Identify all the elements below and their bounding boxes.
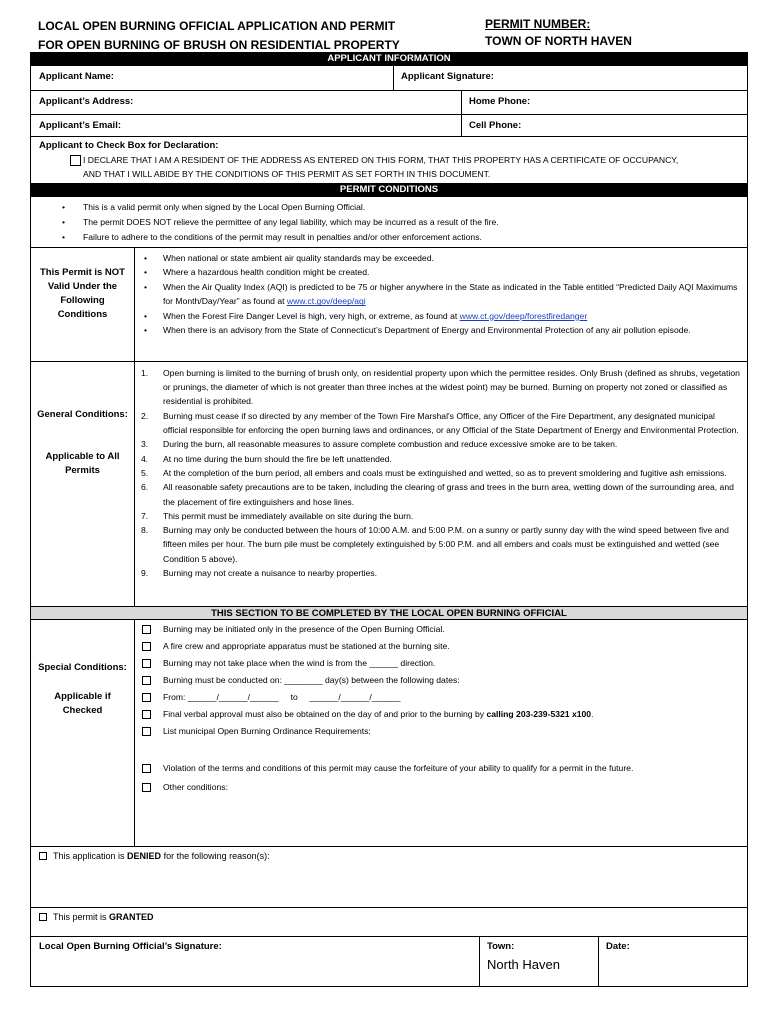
declaration-checkbox[interactable] xyxy=(70,155,81,166)
special-condition-item: • Burning may not take place when the wind is from the ______ direction. xyxy=(135,655,741,672)
applicant-row-name xyxy=(31,66,747,91)
special-condition-item: • Burning may be initiated only in the presence of the Open Burning Official. xyxy=(135,621,741,638)
date-field[interactable] xyxy=(598,937,747,986)
granted-section xyxy=(31,907,747,936)
home-phone-field[interactable] xyxy=(461,91,747,114)
form-title-line2: FOR OPEN BURNING OF BRUSH ON RESIDENTIAL PROPERTY xyxy=(38,38,400,52)
special-condition-checkbox[interactable] xyxy=(142,693,151,702)
general-conditions-section xyxy=(31,361,747,606)
permit-number-block xyxy=(485,16,632,50)
permit-number-label: PERMIT NUMBER: xyxy=(485,17,591,31)
official-signature-field[interactable] xyxy=(31,937,479,986)
permit-condition-item: • This is a valid permit only when signed by the Local Open Burning Official. xyxy=(31,200,747,215)
not-valid-item: • When the Forest Fire Danger Level is high, very high, or extreme, as found at www.ct.gov/deep/forestfiredanger xyxy=(135,309,741,324)
special-condition-item: • Final verbal approval must also be obtained on the day of and prior to the burning by calling 203-239-5321 x100. xyxy=(135,706,741,723)
not-valid-item: • When national or state ambient air quality standards may be exceeded. xyxy=(135,251,741,266)
general-condition-item: 6. All reasonable safety precautions are to be taken, including the clearing of grass and trees in the burn area, wetting down of the surrounding area, and the placement of fire extinguishers and hose lines. xyxy=(141,482,734,507)
permit-conditions-heading: PERMIT CONDITIONS xyxy=(31,183,747,197)
applicant-address-label: Applicant’s Address: xyxy=(39,96,134,107)
permit-form xyxy=(30,52,748,987)
general-condition-item: 2. Burning must cease if so directed by any member of the Town Fire Marshal's Office, any Officer of the Fire Department, any designated municipal official responsible for enforcing the open burning laws and ordinances, or any Official of the State Department of Energy and Environmental Protection. xyxy=(141,410,739,436)
form-title xyxy=(38,17,400,55)
special-condition-checkbox[interactable] xyxy=(142,659,151,668)
signature-row xyxy=(31,936,747,986)
special-condition-checkbox[interactable] xyxy=(142,727,151,736)
granted-option: This permit is GRANTED xyxy=(39,912,154,923)
permit-condition-item: • The permit DOES NOT relieve the permittee of any legal liability, which may be incurred as a result of the fire. xyxy=(31,215,747,230)
town-heading: TOWN OF NORTH HAVEN xyxy=(485,34,632,48)
applicant-row-email xyxy=(31,115,747,137)
granted-checkbox[interactable] xyxy=(39,913,47,921)
declaration-heading: Applicant to Check Box for Declaration: xyxy=(39,140,219,151)
general-condition-item: 9. Burning may not create a nuisance to nearby properties. xyxy=(141,568,378,579)
special-conditions-section xyxy=(31,620,747,846)
not-valid-label: This Permit is NOT Valid Under the Following Conditions xyxy=(31,248,135,361)
applicant-address-field[interactable] xyxy=(31,91,461,114)
denied-section xyxy=(31,846,747,907)
special-condition-item: • A fire crew and appropriate apparatus must be stationed at the burning site. xyxy=(135,638,741,655)
cell-phone-label: Cell Phone: xyxy=(469,120,522,131)
applicant-signature-label: Applicant Signature: xyxy=(401,71,494,82)
special-condition-checkbox[interactable] xyxy=(142,642,151,651)
official-signature-label: Local Open Burning Official’s Signature: xyxy=(39,940,222,952)
special-condition-checkbox[interactable] xyxy=(142,710,151,719)
general-condition-item: 8. Burning may only be conducted between the hours of 10:00 A.M. and 5:00 P.M. on a sunny or partly sunny day with the wind speed between five and fifteen miles per hour. The burn pile must be completely extinguished by 5:00 P.M. and all embers and coals must be extinguished and wetted (see Condition 5 above). xyxy=(141,525,729,564)
special-condition-checkbox[interactable] xyxy=(142,764,151,773)
home-phone-label: Home Phone: xyxy=(469,96,531,107)
form-title-line1: LOCAL OPEN BURNING OFFICIAL APPLICATION AND PERMIT xyxy=(38,19,396,33)
not-valid-item: • When there is an advisory from the State of Connecticut’s Department of Energy and Environmental Protection of any air pollution episode. xyxy=(135,323,741,338)
general-condition-item: 5. At the completion of the burn period, all embers and coals must be extinguished and wetted, so as to prevent smoldering and fugitive ash emissions. xyxy=(141,467,727,478)
special-condition-item: • From: ______/______/______ to ______/______/______ xyxy=(135,689,741,706)
general-conditions-label: General Conditions: Applicable to All Permits xyxy=(31,362,135,606)
special-conditions-list xyxy=(135,621,741,796)
special-condition-item: • List municipal Open Burning Ordinance Requirements: xyxy=(135,723,741,758)
town-value: North Haven xyxy=(487,956,560,972)
aqi-link[interactable]: www.ct.gov/deep/aqi xyxy=(286,296,366,307)
applicant-row-address xyxy=(31,91,747,115)
special-condition-checkbox[interactable] xyxy=(142,625,151,634)
special-condition-checkbox[interactable] xyxy=(142,783,151,792)
declaration-block xyxy=(31,137,747,183)
not-valid-item: • Where a hazardous health condition might be created. xyxy=(135,265,741,280)
denied-checkbox[interactable] xyxy=(39,852,47,860)
applicant-email-field[interactable] xyxy=(31,115,461,136)
date-label: Date: xyxy=(606,940,630,952)
not-valid-item: • When the Air Quality Index (AQI) is predicted to be 75 or higher anywhere in the State as indicated in the Table entitled “Predicted Daily AQI Maximums for Month/Day/Year” as found at www.ct.gov/deep/aqi xyxy=(135,280,741,309)
special-condition-checkbox[interactable] xyxy=(142,676,151,685)
general-condition-item: 3. During the burn, all reasonable measures to assure complete combustion and reduce excessive smoke are to be taken. xyxy=(141,439,618,450)
special-condition-item: • Other conditions: xyxy=(135,779,741,796)
declaration-line2: AND THAT I WILL ABIDE BY THE CONDITIONS OF THIS PERMIT AS SET FORTH IN THIS DOCUMENT. xyxy=(83,168,491,179)
applicant-email-label: Applicant’s Email: xyxy=(39,120,121,131)
special-condition-item: • Violation of the terms and conditions of this permit may cause the forfeiture of your ability to qualify for a permit in the future. xyxy=(135,760,741,777)
applicant-name-field[interactable] xyxy=(31,66,393,90)
general-condition-item: 4. At no time during the burn should the fire be left unattended. xyxy=(141,453,392,464)
town-label: Town: xyxy=(487,940,515,952)
general-conditions-list xyxy=(135,366,741,580)
special-conditions-label: Special Conditions: Applicable if Checked xyxy=(31,620,135,846)
declaration-line1: I DECLARE THAT I AM A RESIDENT OF THE ADDRESS AS ENTERED ON THIS FORM, THAT THIS PROPERTY HAS A CERTIFICATE OF OCCUPANCY, xyxy=(83,154,679,165)
not-valid-section xyxy=(31,247,747,361)
declaration-text xyxy=(39,153,739,181)
applicant-name-label: Applicant Name: xyxy=(39,71,114,82)
not-valid-list xyxy=(135,251,741,338)
applicant-info-heading: APPLICANT INFORMATION xyxy=(31,52,747,66)
applicant-signature-field[interactable] xyxy=(393,66,747,90)
forest-fire-danger-link[interactable]: www.ct.gov/deep/forestfiredanger xyxy=(459,310,588,321)
special-condition-item: • Burning must be conducted on: ________ day(s) between the following dates: xyxy=(135,672,741,689)
town-field[interactable] xyxy=(479,937,598,986)
denied-option: This application is DENIED for the following reason(s): xyxy=(39,851,270,862)
general-condition-item: 7. This permit must be immediately available on site during the burn. xyxy=(141,510,414,521)
cell-phone-field[interactable] xyxy=(461,115,747,136)
permit-conditions-list xyxy=(31,197,747,247)
general-condition-item: 1. Open burning is limited to the burning of brush only, on residential property upon which the permittee resides. Only Brush (defined as shrubs, vegetation or prunings, the diameter of which is not greater than three inches at the widest point) may be burned. Burning on property not zoned or classified as residential is prohibited. xyxy=(141,367,740,407)
permit-condition-item: • Failure to adhere to the conditions of the permit may result in penalties and/or other enforcement actions. xyxy=(31,230,747,245)
official-section-heading: THIS SECTION TO BE COMPLETED BY THE LOCAL OPEN BURNING OFFICIAL xyxy=(31,606,747,620)
